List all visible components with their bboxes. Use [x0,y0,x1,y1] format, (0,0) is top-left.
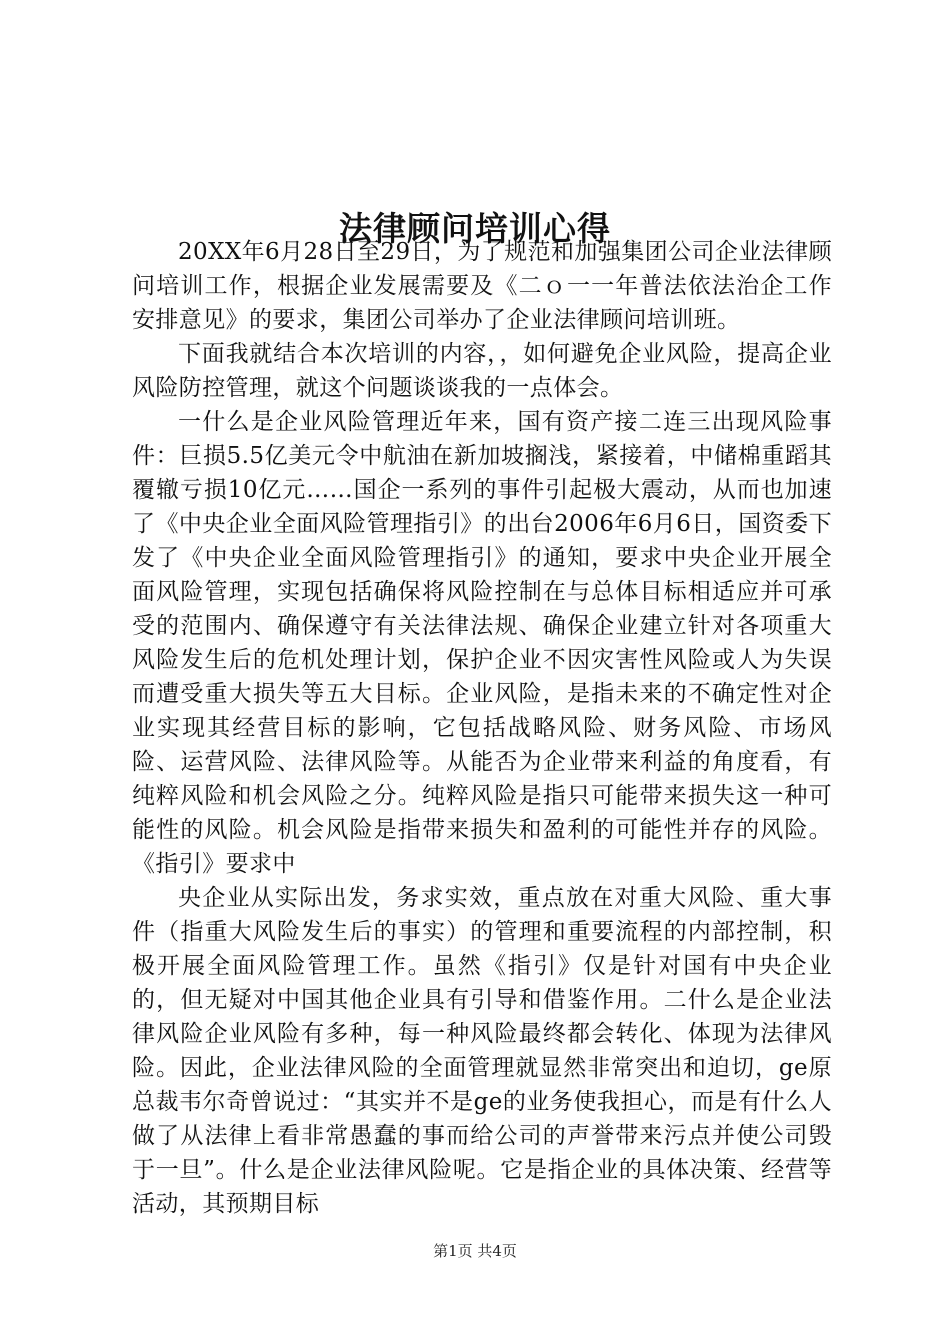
document-title: 法律顾问培训心得 [339,209,611,249]
paragraph-4: 央企业从实际出发，务求实效，重点放在对重大风险、重大事件（指重大风险发生后的事实）的管理和重要流程的内部控制，积极开展全面风险管理工作。虽然《指引》仅是针对国有中央企业的，但无疑对中国其他企业具有引导和借鉴作用。二什么是企业法律风险企业风险有多种，每一种风险最终都会转化、体现为法律风险。因此，企业法律风险的全面管理就显然非常突出和迫切，ge原总裁韦尔奇曾说过：“其实并不是ge的业务使我担心，而是有什么人做了从法律上看非常愚蠢的事而给公司的声誉带来污点并使公司毁于一旦”。什么是企业法律风险呢。它是指企业的具体决策、经营等活动，其预期目标 [132,885,832,1217]
paragraph-1: 20XX年6月28日至29日，为了规范和加强集团公司企业法律顾问培训工作，根据企业发展需要及《二ｏ一一年普法依法治企工作安排意见》的要求，集团公司举办了企业法律顾问培训班。 [132,239,832,333]
document-body [132,235,832,1221]
paragraph-3: 一什么是企业风险管理近年来，国有资产接二连三出现风险事件：巨损5.5亿美元令中航油在新加坡搁浅，紧接着，中储棉重蹈其覆辙亏损10亿元……国企一系列的事件引起极大震动，从而也加速了《中央企业全面风险管理指引》的出台2006年6月6日，国资委下发了《中央企业全面风险管理指引》的通知，要求中央企业开展全面风险管理，实现包括确保将风险控制在与总体目标相适应并可承受的范围内、确保遵守有关法律法规、确保企业建立针对各项重大风险发生后的危机处理计划，保护企业不因灾害性风险或人为失误而遭受重大损失等五大目标。企业风险，是指未来的不确定性对企业实现其经营目标的影响，它包括战略风险、财务风险、市场风险、运营风险、法律风险等。从能否为企业带来利益的角度看，有纯粹风险和机会风险之分。纯粹风险是指只可能带来损失这一种可能性的风险。机会风险是指带来损失和盈利的可能性并存的风险。《指引》要求中 [132,409,832,877]
page-number-footer: 第1页 共4页 [433,1242,517,1260]
paragraph-2: 下面我就结合本次培训的内容，，如何避免企业风险，提高企业风险防控管理，就这个问题谈谈我的一点体会。 [132,341,832,401]
